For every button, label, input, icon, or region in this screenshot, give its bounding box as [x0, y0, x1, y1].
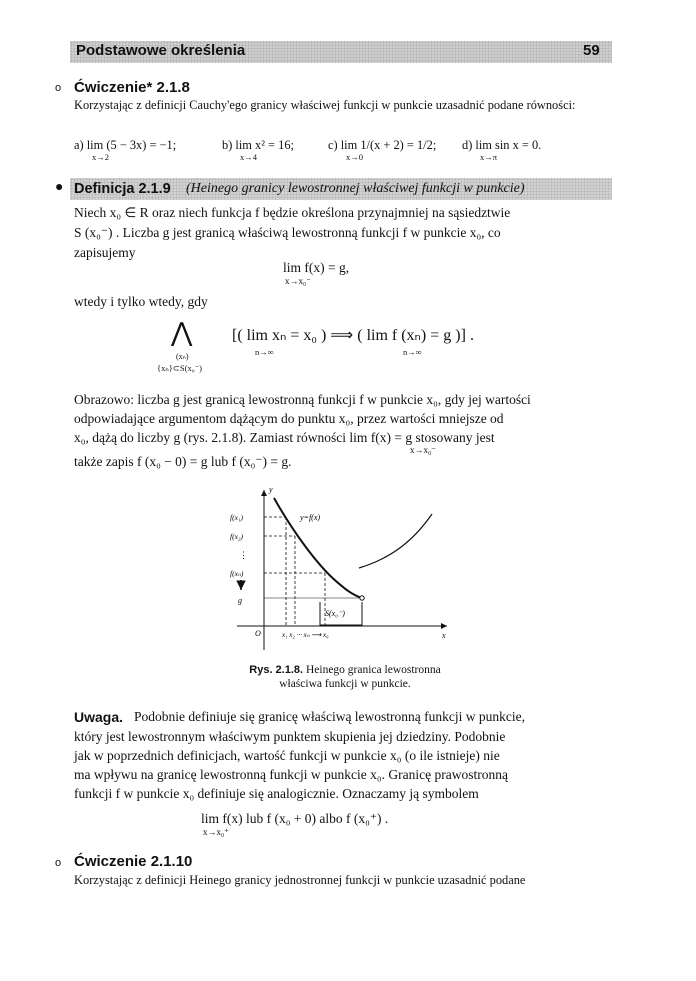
- remark-line-2: który jest lewostronnym właściwym punktem skupienia jej dziedziny. Podobnie: [74, 729, 506, 744]
- exercise-item-c-sub: x→0: [346, 152, 363, 162]
- curve-label: y=f(x): [300, 513, 321, 522]
- label-dots: ⋮: [239, 550, 248, 560]
- formula-2-quant-sub1: (xₙ): [176, 352, 189, 361]
- x-axis-label: x: [442, 631, 446, 640]
- definition-line-4: wtedy i tylko wtedy, gdy: [74, 294, 208, 309]
- exercise-item-d-sub: x→π: [480, 152, 498, 162]
- definition-line-2: S (x₀⁻) . Liczba g jest granicą właściwą lewostronną funkcji f w punkcie x₀, co: [74, 225, 501, 240]
- figure-caption-line1: Heinego granica lewostronna: [305, 664, 441, 676]
- exercise-marker: o: [55, 82, 62, 94]
- formula-2-sub-b: n→∞: [403, 347, 422, 357]
- formula-1-sub: x→x₀⁻: [285, 276, 311, 286]
- y-axis-label: y: [269, 485, 273, 494]
- label-fx1: f(x₁): [230, 513, 244, 522]
- exercise-item-a: a) lim (5 − 3x) = −1;: [74, 138, 177, 152]
- neighborhood-label: S(x₀⁻): [325, 609, 345, 618]
- exercise-text: Korzystając z definicji Cauchy'ego granicy właściwej funkcji w punkcie uzasadnić podane równości:: [74, 98, 576, 112]
- definition-line-1: Niech x₀ ∈ R oraz niech funkcja f będzie określona przynajmniej na sąsiedztwie: [74, 205, 511, 220]
- remark-line-4: ma wpływu na granicę lewostronną funkcji w punkcie x₀. Granicę prawostronną: [74, 767, 508, 782]
- open-endpoint: [360, 596, 364, 600]
- x-tick-labels: x₁ x₂ ··· xₙ ⟶ x₀: [282, 631, 329, 639]
- exercise-2-title: Ćwiczenie 2.1.10: [74, 853, 193, 870]
- definition-line-3: zapisujemy: [74, 245, 136, 260]
- formula-2-quant-sub2: {xₙ}⊂S(x₀⁻): [157, 363, 203, 373]
- label-fxn: f(xₙ): [230, 569, 244, 578]
- exercise-2-marker: o: [55, 857, 62, 869]
- exercise-item-b-sub: x→4: [240, 152, 257, 162]
- figure-caption-line2: właściwa funkcji w punkcie.: [279, 678, 411, 690]
- remark-title: Uwaga.: [74, 709, 124, 725]
- definition-title: Definicja 2.1.9: [74, 181, 171, 197]
- figure-graph: [222, 480, 462, 655]
- figure-caption: [200, 664, 490, 676]
- origin-label: O: [255, 629, 261, 638]
- exercise-2-text: Korzystając z definicji Heinego granicy jednostronnej funkcji w punkcie uzasadnić podane: [74, 873, 526, 887]
- formula-2-quantifier: ⋀: [171, 318, 193, 347]
- exercise-item-c: c) lim 1/(x + 2) = 1/2;: [328, 138, 437, 152]
- remark-line-1: Podobnie definiuje się granicę właściwą lewostronną funkcji w punkcie,: [134, 709, 526, 724]
- remark-line-3: jak w poprzednich definicjach, wartość funkcji w punkcie x₀ (o ile istnieje) nie: [74, 748, 500, 763]
- definition-line-7-sub: x→x₀⁻: [410, 445, 436, 455]
- formula-2-sub: n→∞: [255, 347, 274, 357]
- remark-line-5: funkcji f w punkcie x₀ definiuje się analogicznie. Oznaczamy ją symbolem: [74, 786, 479, 801]
- exercise-item-a-sub: x→2: [92, 152, 109, 162]
- figure-caption-label: Rys. 2.1.8.: [249, 664, 304, 676]
- definition-line-6: odpowiadające argumentom dążącym do punktu x₀, przez wartości mniejsze od: [74, 411, 504, 426]
- definition-subtitle: (Heinego granicy lewostronnej właściwej funkcji w punkcie): [186, 181, 525, 196]
- page-number: 59: [583, 42, 600, 59]
- remark-formula: lim f(x) lub f (x₀ + 0) albo f (x₀⁺) .: [201, 811, 389, 826]
- exercise-title: Ćwiczenie* 2.1.8: [74, 79, 190, 96]
- exercise-item-d: d) lim sin x = 0.: [462, 138, 542, 152]
- formula-1: lim f(x) = g,: [283, 260, 350, 275]
- definition-marker: ●: [55, 180, 64, 195]
- exercise-item-b: b) lim x² = 16;: [222, 138, 294, 152]
- label-g: g: [238, 596, 242, 605]
- remark-formula-sub: x→x₀⁺: [203, 827, 229, 837]
- definition-line-7: x₀, dążą do liczby g (rys. 2.1.8). Zamiast równości lim f(x) = g stosowany jest: [74, 430, 495, 445]
- label-fx2: f(x₂): [230, 532, 244, 541]
- definition-line-8: także zapis f (x₀ − 0) = g lub f (x₀⁻) = g.: [74, 454, 292, 469]
- header-title: Podstawowe określenia: [76, 42, 246, 59]
- formula-2: [( lim xₙ = x₀ ) ⟹ ( lim f (xₙ) = g )] .: [232, 327, 474, 344]
- definition-line-5: Obrazowo: liczba g jest granicą lewostronną funkcji f w punkcie x₀, gdy jej wartości: [74, 392, 531, 407]
- curve-right-branch: [359, 514, 432, 568]
